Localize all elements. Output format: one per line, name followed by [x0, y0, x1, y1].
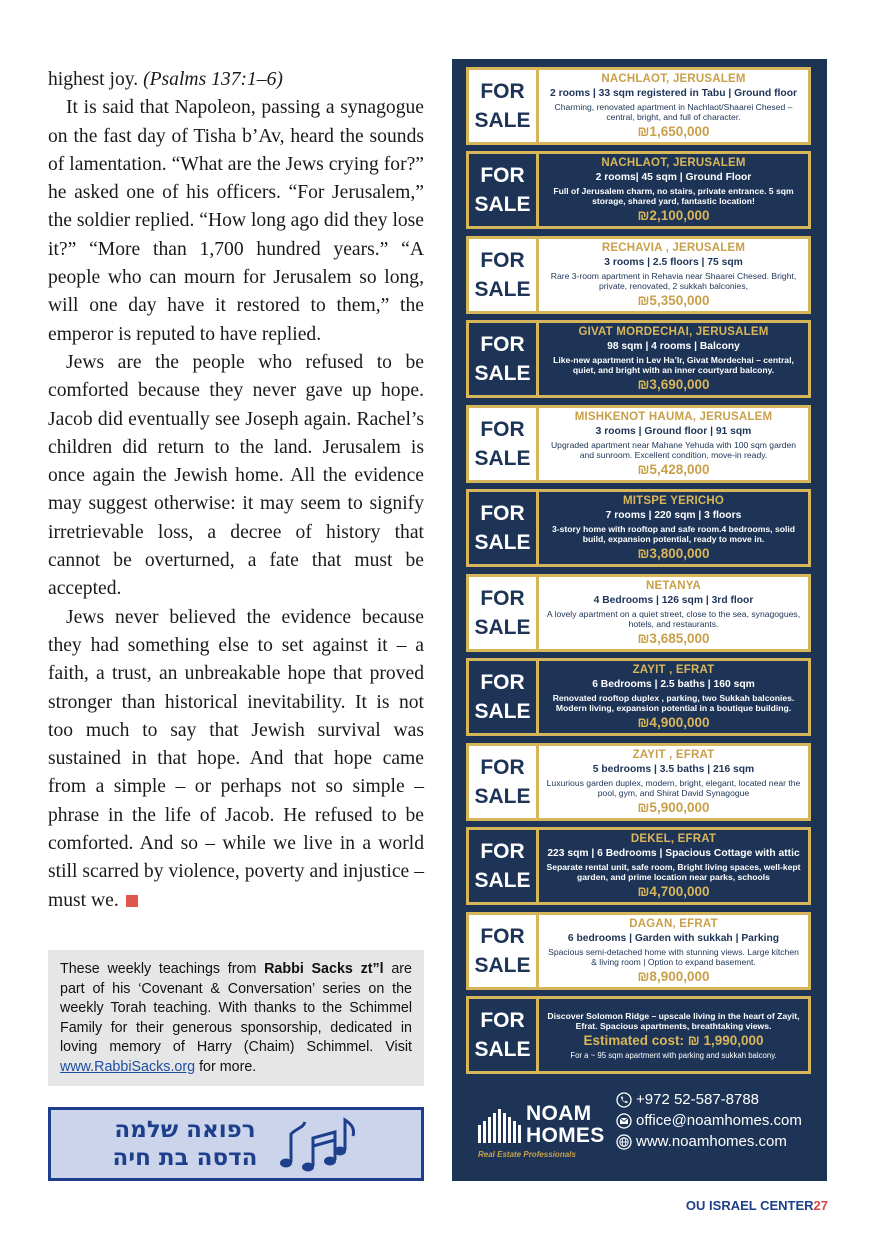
- listing-location: MISHKENOT HAUMA, JERUSALEM: [574, 410, 773, 423]
- sale-text: SALE: [474, 954, 531, 977]
- for-sale-label: [469, 746, 539, 818]
- listing-card[interactable]: [466, 574, 811, 652]
- web-line[interactable]: [616, 1131, 826, 1152]
- listing-card[interactable]: [466, 67, 811, 145]
- email-address: office@noamhomes.com: [636, 1112, 802, 1129]
- credit-text: These weekly teachings from: [60, 961, 265, 977]
- listing-price: ₪5,900,000: [637, 799, 710, 815]
- listing-location: NACHLAOT, JERUSALEM: [601, 72, 746, 85]
- sale-text: SALE: [474, 278, 531, 301]
- rabbisacks-link[interactable]: www.RabbiSacks.org: [60, 1058, 196, 1075]
- listing-info: [539, 408, 808, 480]
- prayer-line: רפואה שלמה: [114, 1117, 256, 1143]
- email-icon: [616, 1113, 632, 1129]
- listing-description: Spacious semi-detached home with stunning views. Large kitchen & living room | Option to expand basement.: [548, 946, 799, 967]
- listing-location: ZAYIT , EFRAT: [632, 748, 715, 761]
- for-text: FOR: [480, 249, 525, 272]
- listing-info: [539, 577, 808, 649]
- prayer-line: הדסה בת חיה: [112, 1145, 258, 1171]
- for-text: FOR: [480, 1009, 525, 1032]
- listing-card[interactable]: [466, 743, 811, 821]
- article-paragraph: [48, 66, 424, 94]
- estimated-cost: Estimated cost: ₪ 1,990,000: [583, 1032, 764, 1048]
- article-text: Jews never believed the evidence because they had something else to set against it – a faith, a trust, an unbreakable hope that proved stronger than historical inevitability. It is not too much to say that Jewish survival was sustained in that hope. And that hope came from a simple – or perhaps not so simple – phrase in the life of Jacob. He refused to be comforted. And so – while we live in a world still scarred by violence, poverty and injustice – must we.: [48, 606, 424, 911]
- sale-text: SALE: [474, 616, 531, 639]
- listing-price: ₪3,690,000: [637, 376, 710, 392]
- for-text: FOR: [480, 587, 525, 610]
- listing-info: [539, 492, 808, 564]
- listing-info: [539, 70, 808, 142]
- listing-card[interactable]: [466, 236, 811, 314]
- sale-text: SALE: [474, 362, 531, 385]
- contact-block: [474, 1087, 819, 1167]
- listing-description: Full of Jerusalem charm, no stairs, private entrance. 5 sqm storage, shared yard, fantastic location!: [553, 185, 794, 206]
- article-paragraph: [48, 604, 424, 915]
- for-text: FOR: [480, 418, 525, 441]
- website-url: www.noamhomes.com: [636, 1133, 787, 1150]
- listing-info: [539, 746, 808, 818]
- listing-price: ₪1,650,000: [637, 123, 710, 139]
- listing-specs: 98 sqm | 4 rooms | Balcony: [607, 340, 740, 352]
- listing-description: A lovely apartment on a quiet street, close to the sea, synagogues, hotels, and restaurants.: [546, 608, 801, 629]
- listing-specs: 4 Bedrooms | 126 sqm | 3rd floor: [593, 594, 754, 606]
- credit-text: are part of his ‘Covenant & Conversation’ series on the weekly Torah teaching. With thanks to the Schimmel Family for their generous sponsorship, dedicated in loving memory of Harry (Chaim) Schimmel. Visit: [60, 961, 413, 1056]
- prayer-box: [48, 1107, 424, 1181]
- listing-note: For a ~ 95 sqm apartment with parking and sukkah balcony.: [570, 1050, 777, 1060]
- sale-text: SALE: [474, 1038, 531, 1061]
- listing-specs: 2 rooms | 33 sqm registered in Tabu | Ground floor: [549, 87, 797, 99]
- listing-card[interactable]: [466, 320, 811, 398]
- listing-description: Separate rental unit, safe room, Bright living spaces, well-kept garden, and prime location near parks, schools: [546, 861, 801, 882]
- for-text: FOR: [480, 333, 525, 356]
- page-footer: [686, 1198, 828, 1213]
- sale-text: SALE: [474, 109, 531, 132]
- sale-text: SALE: [474, 869, 531, 892]
- listing-description: Renovated rooftop duplex , parking, two Sukkah balconies. Modern living, expansion potential in a boutique building.: [552, 692, 795, 713]
- listing-description: Rare 3-room apartment in Rehavia near Shaarei Chesed. Bright, private, renovated, 2 sukkah balconies,: [550, 270, 797, 291]
- prayer-text: [113, 1116, 258, 1172]
- listing-specs: 6 Bedrooms | 2.5 baths | 160 sqm: [592, 678, 755, 690]
- listing-specs: 6 bedrooms | Garden with sukkah | Parking: [567, 932, 780, 944]
- for-sale-label: [469, 70, 539, 142]
- for-sale-label: [469, 154, 539, 226]
- listing-specs: 223 sqm | 6 Bedrooms | Spacious Cottage with attic: [547, 847, 800, 859]
- listing-location: DAGAN, EFRAT: [629, 917, 718, 930]
- listing-location: NETANYA: [645, 579, 702, 592]
- for-sale-label: [469, 408, 539, 480]
- for-sale-label: [469, 661, 539, 733]
- listing-card-solomon-ridge[interactable]: [466, 996, 811, 1074]
- listing-price: ₪3,685,000: [637, 630, 710, 646]
- listing-description: Discover Solomon Ridge – upscale living in the heart of Zayit, Efrat. Spacious apartments, breathtaking views.: [547, 1010, 800, 1031]
- for-sale-label: [469, 492, 539, 564]
- phone-number: +972 52-587-8788: [636, 1091, 760, 1108]
- listing-price: ₪4,900,000: [637, 714, 710, 730]
- phone-line[interactable]: [616, 1089, 826, 1110]
- listing-info: [539, 154, 808, 226]
- listing-description: Luxurious garden duplex, modern, bright, elegant, located near the pool, gym, and Shirat David Synagogue: [546, 777, 801, 798]
- brand-name: NOAM: [526, 1102, 592, 1125]
- listing-description: Upgraded apartment near Mahane Yehuda with 100 sqm garden and sunroom. Excellent condition, move-in ready.: [550, 439, 797, 460]
- listing-specs: 2 rooms| 45 sqm | Ground Floor: [595, 171, 752, 183]
- listing-specs: 5 bedrooms | 3.5 baths | 216 sqm: [592, 763, 755, 775]
- for-text: FOR: [480, 925, 525, 948]
- listing-price: ₪4,700,000: [637, 883, 710, 899]
- for-text: FOR: [480, 756, 525, 779]
- listing-info: [539, 915, 808, 987]
- listing-specs: 3 rooms | 2.5 floors | 75 sqm: [604, 256, 743, 268]
- noam-homes-logo: [474, 1095, 608, 1161]
- for-sale-label: [469, 830, 539, 902]
- brand-name: HOMES: [526, 1124, 605, 1147]
- listing-price: ₪8,900,000: [637, 968, 710, 984]
- listing-card[interactable]: [466, 827, 811, 905]
- email-line[interactable]: [616, 1110, 826, 1131]
- listing-card[interactable]: [466, 489, 811, 567]
- listing-description: Like-new apartment in Lev Ha’Ir, Givat Mordechai – central, quiet, and bright with an inner courtyard balcony.: [553, 354, 794, 375]
- sale-text: SALE: [474, 531, 531, 554]
- article-paragraph: Jews are the people who refused to be comforted because they never gave up hope. Jacob did eventually see Joseph again. Rachel’s children did return to the land. Jerusalem is once again the Jewish home. All the evidence may suggest otherwise: it may seem to signify irretrievable loss, a decree of history that cannot be overturned, a fate that must be accepted.: [48, 351, 424, 600]
- for-sale-label: [469, 239, 539, 311]
- buildings-logo-icon: [476, 1107, 524, 1143]
- end-mark-icon: [126, 895, 138, 907]
- contact-lines: [616, 1089, 826, 1152]
- brand-tagline: Real Estate Professionals: [478, 1150, 576, 1159]
- publication-name: OU ISRAEL CENTER: [685, 1198, 814, 1213]
- listing-card[interactable]: [466, 405, 811, 483]
- listing-location: ZAYIT , EFRAT: [632, 663, 715, 676]
- listing-location: RECHAVIA , JERUSALEM: [601, 241, 746, 254]
- listing-info: [539, 239, 808, 311]
- page-number: 27: [813, 1198, 828, 1213]
- listing-price: ₪5,350,000: [637, 292, 710, 308]
- listing-price: ₪5,428,000: [637, 461, 710, 477]
- listing-card[interactable]: [466, 658, 811, 736]
- music-notes-icon: [275, 1114, 359, 1174]
- article-paragraph: It is said that Napoleon, passing a synagogue on the fast day of Tisha b’Av, heard the sounds of lamentation. “What are the Jews crying for?” he asked one of his officers. “For Jerusalem,” the soldier replied. “How long ago did they lose it?” “More than 1,700 hundred years.” “A people who can mourn for Jerusalem so long, will one day have it restored to them,” the emperor is reputed to have replied.: [48, 97, 425, 345]
- listing-description: Charming, renovated apartment in Nachlaot/Shaarei Chesed – central, bright, and full of character.: [554, 101, 793, 122]
- listing-price: ₪2,100,000: [637, 207, 710, 223]
- for-sale-label: [469, 577, 539, 649]
- listing-info: [539, 323, 808, 395]
- listing-description: 3-story home with rooftop and safe room.4 bedrooms, solid build, expansion potential, ready to move in.: [551, 523, 796, 544]
- listing-location: NACHLAOT, JERUSALEM: [601, 156, 746, 169]
- credit-text: for more.: [195, 1058, 257, 1075]
- article-text: highest joy.: [48, 69, 144, 90]
- for-text: FOR: [480, 671, 525, 694]
- sale-text: SALE: [474, 193, 531, 216]
- for-text: FOR: [480, 502, 525, 525]
- for-sale-label: [469, 915, 539, 987]
- for-sale-label: [469, 323, 539, 395]
- sale-text: SALE: [474, 447, 531, 470]
- listing-price: ₪3,800,000: [637, 545, 710, 561]
- listing-card[interactable]: [466, 912, 811, 990]
- for-sale-label: [469, 999, 539, 1071]
- for-text: FOR: [480, 80, 525, 103]
- globe-icon: [616, 1134, 632, 1150]
- article-body: [48, 66, 424, 915]
- for-text: FOR: [480, 164, 525, 187]
- sale-text: SALE: [474, 700, 531, 723]
- listing-location: MITSPE YERICHO: [623, 494, 724, 507]
- credit-box: [48, 950, 424, 1086]
- listing-location: DEKEL, EFRAT: [630, 832, 717, 845]
- listing-info: [539, 661, 808, 733]
- for-text: FOR: [480, 840, 525, 863]
- credit-author: Rabbi Sacks zt”l: [264, 961, 384, 977]
- listing-location: GIVAT MORDECHAI, JERUSALEM: [578, 325, 769, 338]
- listing-specs: 3 rooms | Ground floor | 91 sqm: [595, 425, 752, 437]
- listing-card[interactable]: [466, 151, 811, 229]
- phone-icon: [616, 1092, 632, 1108]
- sale-text: SALE: [474, 785, 531, 808]
- listing-info: [539, 830, 808, 902]
- listing-info: [539, 999, 808, 1071]
- listing-specs: 7 rooms | 220 sqm | 3 floors: [605, 509, 742, 521]
- citation: (Psalms 137:1–6): [143, 69, 283, 90]
- real-estate-ad: [452, 59, 827, 1181]
